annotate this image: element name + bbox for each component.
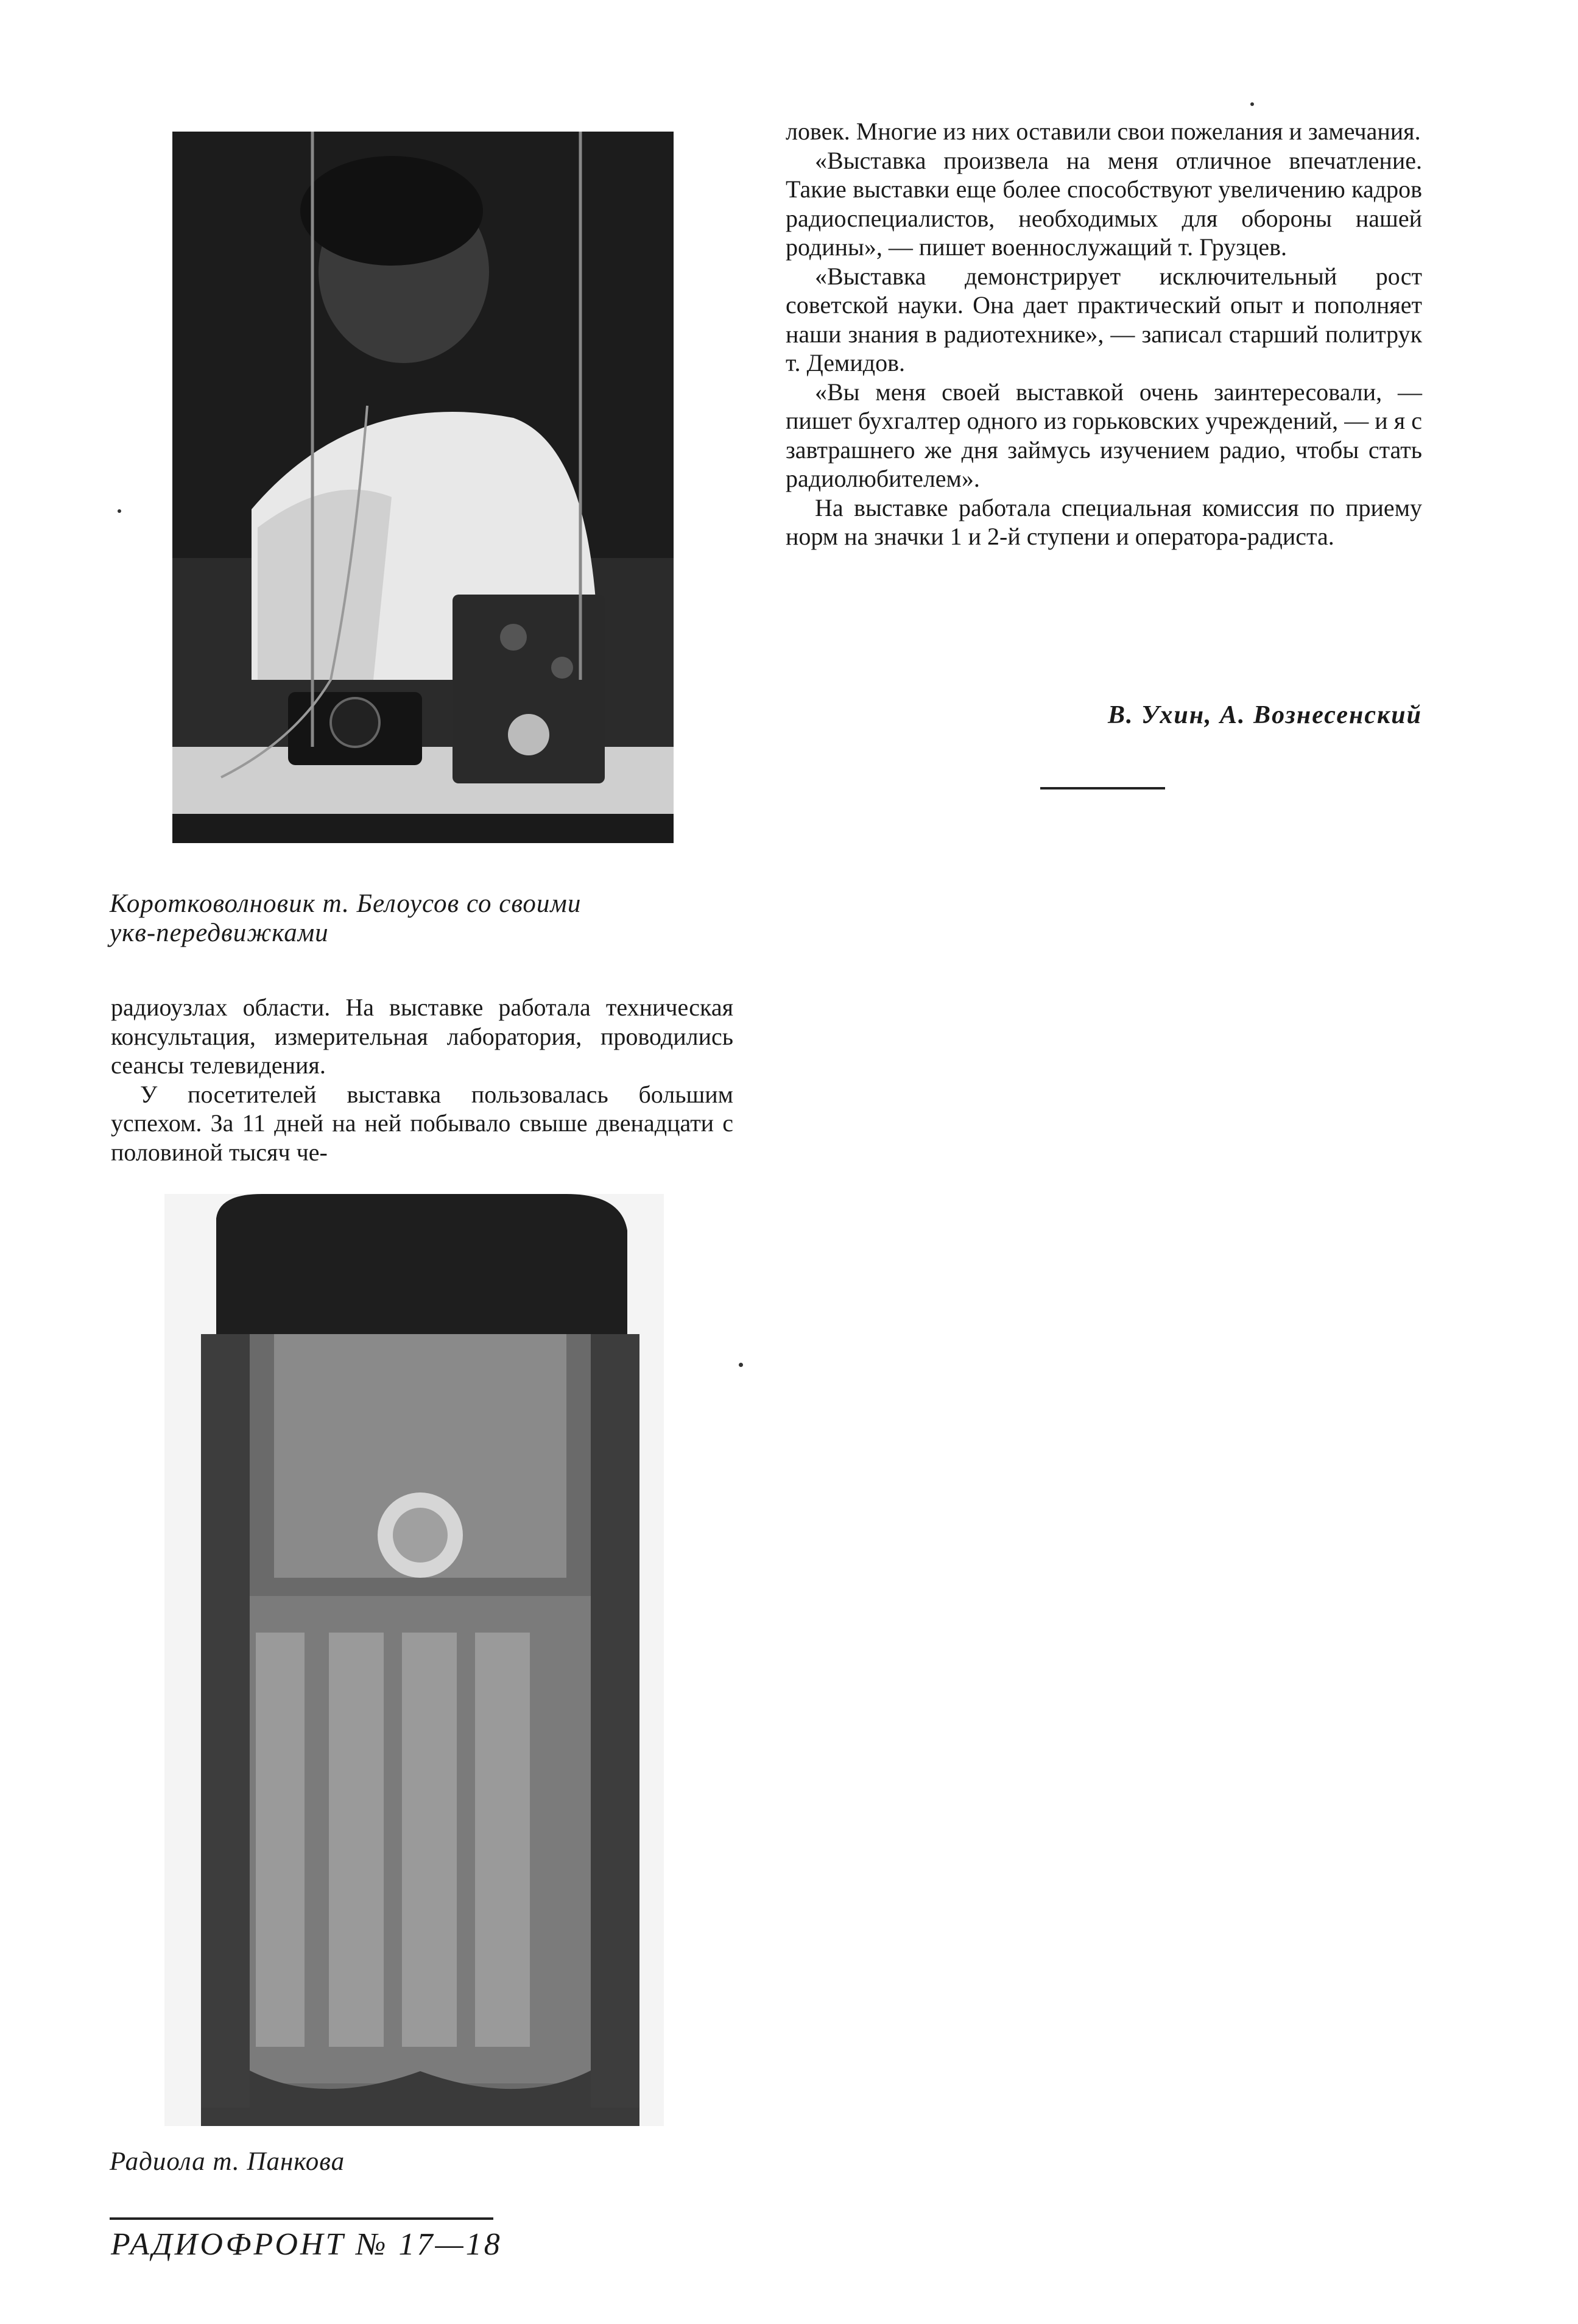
left-column-text bbox=[111, 993, 733, 1167]
caption-line-1: Коротковолновик т. Белоусов со своими bbox=[110, 889, 582, 918]
right-paragraph-2: «Выставка произвела на меня отличное впечатление. Такие выставки еще более способствуют увеличению кадров радиоспециалистов, необходимых для обороны нашей родины», — пишет военнослужащий т. Грузцев. bbox=[786, 146, 1422, 261]
right-paragraph-4: «Вы меня своей выставкой очень заинтересовали, — пишет бухгалтер одного из горьковских учреждений, — и я с завтрашнего же дня займусь изучением радио, чтобы стать радиолюбителем». bbox=[786, 378, 1422, 492]
right-paragraph-5: На выставке работала специальная комиссия по приему норм на значки 1 и 2-й ступени и оператора-радиста. bbox=[786, 493, 1422, 550]
photo-radiogram bbox=[164, 1194, 664, 2126]
right-column-text bbox=[786, 117, 1422, 551]
article-end-rule bbox=[1040, 787, 1165, 789]
right-paragraph-3: «Выставка демонстрирует исключительный рост советской науки. Она дает практический опыт и пополняет наши знания в радиотехнике», — записал старший политрук т. Демидов. bbox=[786, 262, 1422, 376]
scan-speck bbox=[1250, 102, 1254, 106]
scan-speck bbox=[118, 509, 121, 513]
caption-line-2: укв-передвижками bbox=[110, 919, 329, 947]
photo-caption-shortwave bbox=[110, 889, 694, 948]
right-paragraph-1: ловек. Многие из них оставили свои пожелания и замечания. bbox=[786, 118, 1421, 145]
footer-magazine-issue: РАДИОФРОНТ № 17—18 bbox=[111, 2227, 502, 2262]
scan-speck bbox=[739, 1363, 743, 1367]
photo-shortwave-operator bbox=[172, 132, 674, 843]
left-paragraph-1: радиоузлах области. На выставке работала техническая консультация, измерительная лаборатория, проводились сеансы телевидения. bbox=[111, 994, 733, 1079]
article-signature: В. Ухин, А. Вознесенский bbox=[1108, 701, 1422, 729]
photo-caption-radiogram: Радиола т. Панкова bbox=[110, 2147, 345, 2176]
footer-rule bbox=[110, 2217, 493, 2220]
left-paragraph-2: У посетителей выставка пользовалась большим успехом. За 11 дней на ней побывало свыше двенадцати с половиной тысяч че- bbox=[111, 1080, 733, 1166]
